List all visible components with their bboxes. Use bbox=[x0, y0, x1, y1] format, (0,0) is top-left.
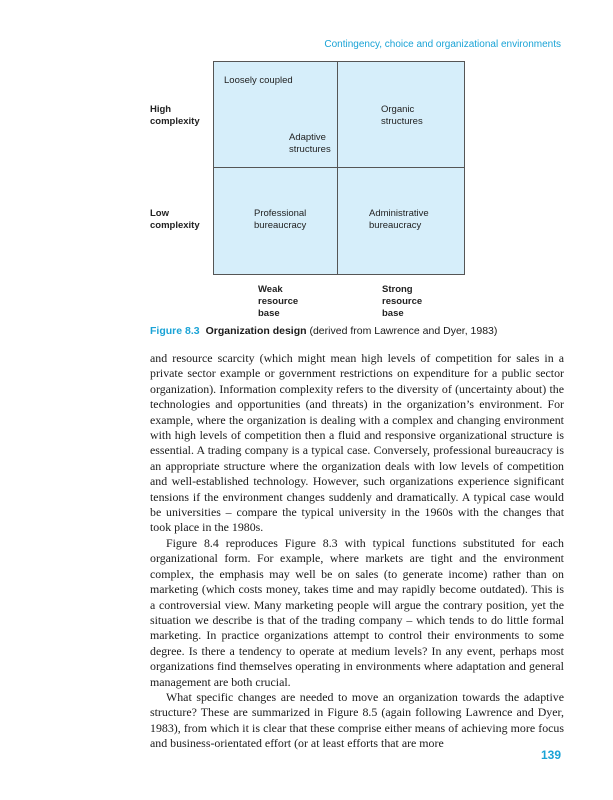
cell-loosely-coupled: Loosely coupled bbox=[224, 75, 293, 86]
paragraph: Figure 8.4 reproduces Figure 8.3 with typical functions substituted for each organizational form. For example, where markets are tight and the environment complex, the emphasis may well be on sales (to generate income) rather than on marketing (which costs money, takes time and may rapidly become outdated). This is a controversial view. Many marketing people will argue the contrary position, yet the situation we describe is that of the trading company – which tends to do little formal marketing. In practice organizations attempt to control their environments to some degree. Is there a tendency to operate at medium levels? In any event, perhaps most organizations find themselves operating in environments where adaptation and general management are both crucial. bbox=[150, 535, 564, 689]
running-head: Contingency, choice and organizational environments bbox=[324, 39, 561, 50]
figure-source: (derived from Lawrence and Dyer, 1983) bbox=[309, 325, 498, 337]
cell-adaptive-structures: Adaptive structures bbox=[289, 132, 331, 155]
cell-administrative-bureaucracy: Administrative bureaucracy bbox=[369, 208, 429, 231]
figure-number: Figure 8.3 bbox=[150, 325, 200, 337]
cell-professional-bureaucracy: Professional bureaucracy bbox=[254, 208, 307, 231]
figure-organization-design bbox=[0, 0, 613, 337]
cell-organic-structures: Organic structures bbox=[381, 104, 423, 127]
body-text bbox=[150, 351, 564, 752]
column-label-weak-resource-base: Weak resource base bbox=[258, 284, 299, 319]
figure-title: Organization design bbox=[205, 325, 307, 337]
paragraph: What specific changes are needed to move an organization towards the adaptive structure? These are summarized in Figure 8.5 (again following Lawrence and Dyer, 1983), from which it is clear that these comprise either means of achieving more focus and business-orientated effort (or at least efforts that are more bbox=[150, 689, 564, 751]
matrix-horizontal-divider bbox=[213, 167, 464, 168]
matrix-grid bbox=[213, 61, 465, 275]
figure-caption bbox=[150, 325, 497, 337]
paragraph: and resource scarcity (which might mean high levels of competition for sales in a private sector example or government restrictions on expenditure for a public sector organization). Information complexity refers to the diversity of (uncertainty about) the technologies and opportunities (and threats) in the organization’s environment. For example, where the organization is dealing with a complex and changing environment with high levels of competition then a fluid and responsive organizational structure is essential. A trading company is a typical case. Conversely, professional bureaucracy is an appropriate structure where the organization deals with low levels of competition and well-established technology. However, such organizations experience significant tensions if the environment changes suddenly and dramatically. A typical case would be universities – compare the typical university in the 1960s with the changes that took place in the 1980s. bbox=[150, 351, 564, 535]
page-number: 139 bbox=[540, 748, 561, 762]
row-label-low-complexity: Low complexity bbox=[150, 208, 200, 231]
column-label-strong-resource-base: Strong resource base bbox=[382, 284, 423, 319]
row-label-high-complexity: High complexity bbox=[150, 104, 200, 127]
